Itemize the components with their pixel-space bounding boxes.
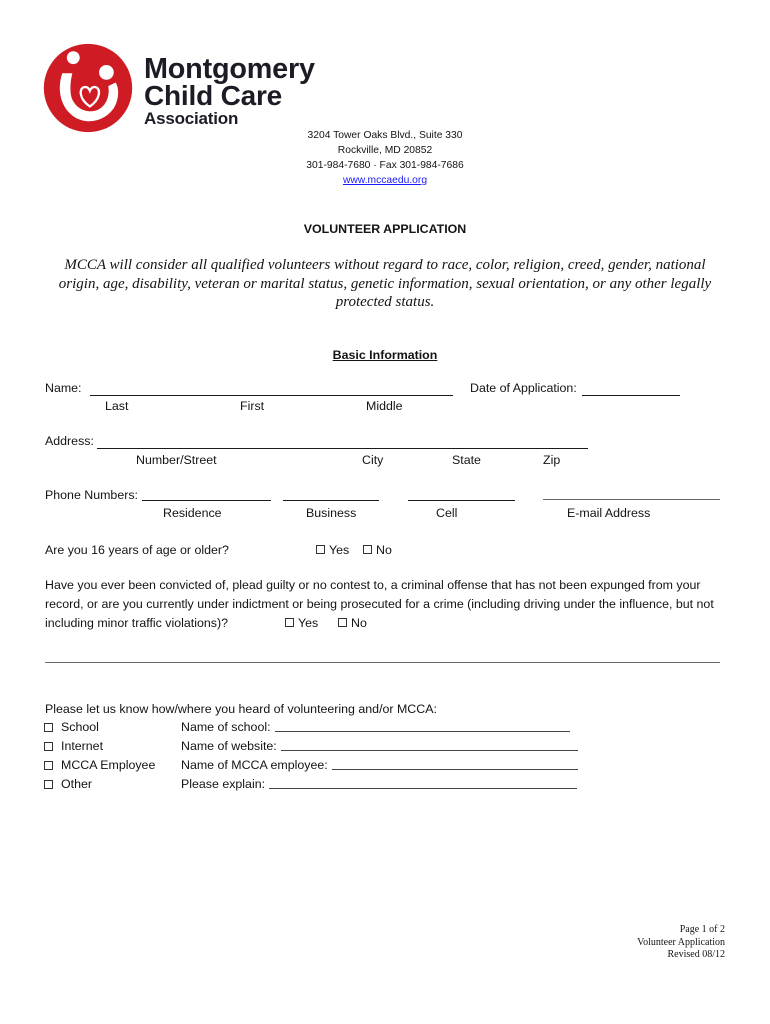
footer-revision: Revised 08/12	[667, 949, 725, 960]
residence-sublabel: Residence	[163, 506, 222, 520]
employee-name-field[interactable]	[332, 757, 578, 770]
eeo-statement-line: protected status.	[335, 294, 435, 310]
mcca-employee-checkbox[interactable]	[44, 761, 53, 770]
other-detail-row	[181, 776, 577, 792]
age-yes-checkbox[interactable]	[316, 545, 325, 554]
eeo-statement	[0, 256, 770, 312]
school-checkbox[interactable]	[44, 723, 53, 732]
zip-sublabel: Zip	[543, 453, 561, 467]
referral-prompt: Please let us know how/where you heard of volunteering and/or MCCA:	[45, 702, 437, 716]
conviction-question-line: record, or are you currently under indictment or being prosecuted for a crime (including driving under the influence, but not	[45, 597, 714, 611]
school-option-label: School	[61, 720, 99, 734]
age-no-checkbox[interactable]	[363, 545, 372, 554]
footer-document-name: Volunteer Application	[637, 936, 725, 948]
school-detail-row	[181, 719, 570, 735]
date-of-application-field[interactable]	[582, 382, 680, 396]
page-number: Page 1 of 2	[679, 924, 725, 935]
employee-detail-row	[181, 757, 578, 773]
mcca-logo-emblem-icon	[42, 42, 134, 134]
state-sublabel: State	[452, 453, 481, 467]
conviction-question-line: including minor traffic violations)?	[45, 616, 228, 630]
internet-checkbox[interactable]	[44, 742, 53, 751]
website-link[interactable]: www.mccaedu.org	[342, 175, 428, 186]
other-option-label: Other	[61, 777, 92, 791]
page-footer	[637, 924, 725, 962]
cell-phone-field[interactable]	[408, 487, 515, 501]
website-name-field[interactable]	[281, 738, 578, 751]
school-name-label: Name of school:	[181, 720, 271, 734]
age-question: Are you 16 years of age or older?	[45, 543, 229, 557]
phone-numbers-label: Phone Numbers:	[45, 488, 138, 502]
website-name-label: Name of website:	[181, 739, 277, 753]
address-label: Address:	[45, 434, 94, 448]
last-name-sublabel: Last	[105, 399, 129, 413]
internet-option-label: Internet	[61, 739, 104, 753]
conviction-yes-label: Yes	[298, 616, 319, 630]
age-no-label: No	[376, 543, 392, 557]
email-sublabel: E-mail Address	[567, 506, 651, 520]
street-address: 3204 Tower Oaks Blvd., Suite 330	[307, 130, 463, 141]
logo-text-line2: Child Care	[144, 80, 283, 111]
middle-name-sublabel: Middle	[366, 399, 403, 413]
email-field[interactable]	[543, 486, 720, 500]
city-sublabel: City	[362, 453, 384, 467]
phone-fax: 301-984-7680 · Fax 301-984-7686	[306, 160, 464, 171]
section-title: Basic Information	[332, 348, 438, 362]
business-phone-field[interactable]	[283, 487, 379, 501]
eeo-statement-line: MCCA will consider all qualified volunteers without regard to race, color, religion, creed, gender, national	[64, 257, 706, 273]
conviction-no-label: No	[351, 616, 367, 630]
org-address-block	[0, 128, 770, 188]
conviction-explanation-field[interactable]	[45, 649, 720, 663]
cell-sublabel: Cell	[436, 506, 458, 520]
please-explain-field[interactable]	[269, 776, 577, 789]
please-explain-label: Please explain:	[181, 777, 266, 791]
conviction-yes-checkbox[interactable]	[285, 618, 294, 627]
employee-name-label: Name of MCCA employee:	[181, 758, 328, 772]
form-title: VOLUNTEER APPLICATION	[303, 222, 467, 236]
first-name-sublabel: First	[240, 399, 265, 413]
city-state-zip: Rockville, MD 20852	[337, 145, 433, 156]
school-name-field[interactable]	[275, 719, 570, 732]
business-sublabel: Business	[306, 506, 357, 520]
date-of-application-label: Date of Application:	[470, 381, 577, 395]
address-field[interactable]	[97, 435, 588, 449]
conviction-no-checkbox[interactable]	[338, 618, 347, 627]
residence-phone-field[interactable]	[142, 487, 271, 501]
website-detail-row	[181, 738, 578, 754]
logo-text-line3: Association	[144, 109, 239, 128]
mcca-employee-option-label: MCCA Employee	[61, 758, 156, 772]
age-yes-label: Yes	[329, 543, 350, 557]
name-field[interactable]	[90, 382, 453, 396]
name-label: Name:	[45, 381, 82, 395]
street-sublabel: Number/Street	[136, 453, 217, 467]
logo-text-line1: Montgomery	[144, 53, 315, 85]
other-checkbox[interactable]	[44, 780, 53, 789]
eeo-statement-line: origin, age, disability, veteran or marital status, genetic information, sexual orientation, or any other legally	[58, 275, 712, 292]
conviction-question-line: Have you ever been convicted of, plead guilty or no contest to, a criminal offense that has not been expunged from your	[45, 578, 701, 592]
